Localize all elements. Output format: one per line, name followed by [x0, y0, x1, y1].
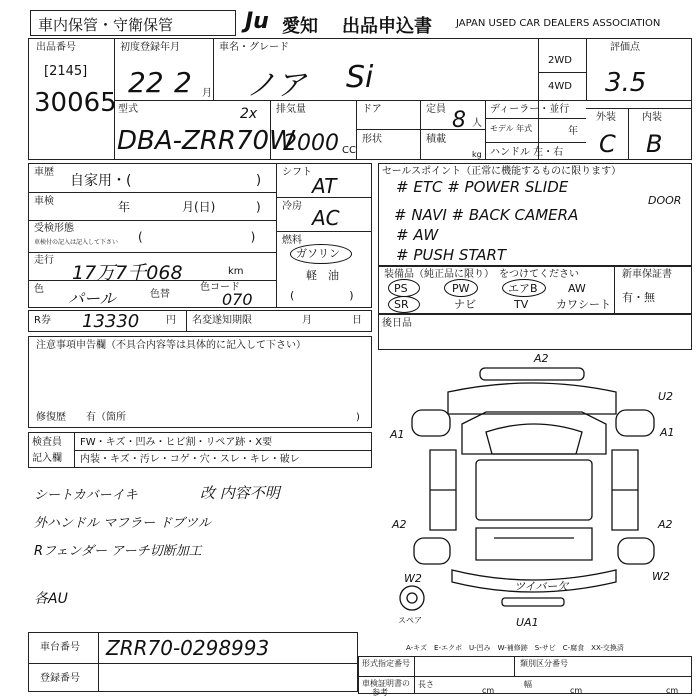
equip-tv: TV [514, 298, 529, 311]
guarantee-label: 新車保証書 [622, 269, 672, 280]
spec-cm2: cm [570, 686, 583, 695]
spec-l1: 形式指定番号 [362, 659, 410, 668]
color-value: パール [68, 289, 116, 308]
ju-logo: Ju [245, 9, 269, 34]
equip-sr: SR [394, 298, 409, 311]
region-label: 愛知 [282, 16, 318, 37]
lot-label: 出品番号 [36, 42, 76, 53]
capacity-unit: 人 [472, 118, 482, 129]
chassis-value: ZRR70-0298993 [106, 636, 270, 660]
displacement-unit: CC [342, 145, 356, 156]
sales-point-1: # ETC # POWER SLIDE [396, 178, 569, 196]
association-label: JAPAN USED CAR DEALERS ASSOCIATION [456, 18, 661, 29]
capacity-kg: kg [472, 150, 482, 159]
inspector-label: 検査員 [32, 437, 62, 448]
inspection-month: 月(日) [182, 200, 216, 214]
color-change: 色替 [150, 289, 170, 300]
capacity-label: 定員 [426, 104, 446, 115]
history-value: 自家用・( [70, 173, 132, 189]
inspector-row2: 内装・キズ・汚レ・コゲ・穴・スレ・キレ・破レ [80, 454, 300, 465]
color-label: 色 [34, 284, 44, 295]
equip-airbag: エアB [508, 282, 538, 295]
spec-cm3: cm [666, 686, 679, 695]
diagram-mark-a1-right: A1 [660, 426, 675, 439]
lot-session: [2145] [44, 64, 88, 79]
equip-leather: カワシート [556, 298, 611, 311]
fuel-diesel: 軽 油 [306, 269, 339, 282]
diagram-mark-a2-top: A2 [534, 352, 549, 365]
score-ext-label: 外装 [596, 112, 616, 123]
door-shape: 形状 [362, 134, 382, 145]
aircon-label: 冷房 [282, 201, 302, 212]
spec-cm1-label: 長さ [418, 680, 434, 689]
receipt-note: 車検付の記入は記入して下さい [34, 239, 119, 246]
deadline-label: 名変遂知期限 [192, 315, 252, 326]
registration-unit: 月 [202, 88, 212, 99]
inspector-row1: FW・キズ・凹み・ヒビ割・リペア跡・X要 [80, 437, 273, 448]
repair-close: ) [356, 412, 360, 423]
type-label: 型式 [118, 104, 138, 115]
score-ext: C [599, 130, 616, 158]
after-market-box [378, 314, 692, 350]
diagram-mark-a2-left: A2 [392, 518, 407, 531]
type-note: 2x [240, 106, 258, 122]
chassis-label: 車台番号 [40, 642, 80, 653]
diagram-mark-tsuibar: ツイバー欠 [514, 580, 569, 593]
type-value: DBA-ZRR70W [117, 126, 295, 156]
equip-aw: AW [568, 282, 586, 295]
spec-l4: 参考 [372, 688, 388, 697]
spec-l2: 類別区分番号 [520, 659, 568, 668]
sales-point-5: # PUSH START [396, 246, 507, 264]
registration-year: 22 [128, 66, 164, 99]
dealer-handle: ハンドル 左・右 [490, 147, 564, 158]
equip-pw-circle [444, 279, 478, 297]
sales-points-label: セールスポイント（正常に機能するものに限ります） [382, 166, 622, 177]
inspector-fill-label: 記入欄 [32, 453, 62, 464]
aircon-value: AC [312, 206, 340, 230]
fuel-label: 燃料 [282, 235, 302, 246]
note-5: 各AU [34, 591, 68, 607]
equip-ps-circle [388, 279, 420, 297]
receipt-paren: ( ) [138, 230, 256, 244]
model-name: ノア [246, 68, 306, 103]
equipment-label: 装備品（純正品に限り） をつけてください [384, 269, 579, 280]
color-code-label: 色コード [200, 282, 240, 293]
diagram-legend: A-キズ E-エクボ U-凹み W-補修跡 S-サビ C-腐食 XX-交換済 [406, 644, 624, 652]
recycle-label: R券 [34, 315, 51, 326]
diagram-mark-a2-right: A2 [658, 518, 673, 531]
plate-label: 登録番号 [40, 673, 80, 684]
registration-label: 初度登録年月 [120, 42, 180, 53]
mileage-label: 走行 [34, 255, 54, 266]
history-close: ) [256, 173, 262, 188]
sales-point-2: DOOR [648, 194, 682, 207]
history-label: 車歴 [34, 167, 54, 178]
note-3: 外ハンドル マフラー ドブツル [34, 516, 211, 531]
lot-number: 30065 [34, 88, 117, 118]
note-4: Rフェンダー アーチ切断加工 [34, 544, 202, 559]
equip-navi: ナビ [454, 298, 476, 311]
dealer-nen: 年 [568, 126, 578, 137]
spec-cm1: cm [482, 686, 495, 695]
door-label: ドア [362, 104, 382, 115]
shift-value: AT [312, 174, 337, 198]
fuel-gasoline: ガソリン [296, 247, 340, 260]
recycle-value: 13330 [82, 311, 140, 332]
drive-2wd: 2WD [548, 55, 572, 66]
model-grade: Si [346, 60, 374, 95]
inspection-paren: ) [256, 200, 261, 214]
spec-l3: 車検証明書の [362, 679, 410, 688]
registration-month: 2 [174, 66, 192, 99]
diagram-mark-ua1: UA1 [516, 616, 539, 629]
deadline-month: 月 [302, 315, 312, 326]
note-2: 改 内容不明 [200, 484, 280, 502]
after-market-label: 後日品 [382, 318, 412, 329]
diagram-spare: スペア [398, 616, 422, 625]
score-value: 3.5 [605, 68, 647, 98]
displacement-label: 排気量 [276, 104, 306, 115]
recycle-yen: 円 [166, 315, 176, 326]
inspection-year: 年 [118, 200, 131, 214]
car-damage-diagram [376, 350, 692, 632]
score-int-label: 内装 [642, 112, 662, 123]
spec-cm2-label: 幅 [524, 680, 532, 689]
drive-4wd: 4WD [548, 81, 572, 92]
sales-point-3: # NAVI # BACK CAMERA [394, 206, 579, 224]
diagram-mark-u2: U2 [658, 390, 674, 403]
receipt-label: 受検形態 [34, 223, 74, 234]
guarantee-opts: 有・無 [622, 291, 655, 304]
note-1: シートカバーイキ [34, 488, 138, 503]
storage-label: 車内保管・守衛保管 [38, 16, 174, 34]
score-int: B [646, 130, 663, 158]
equip-ps: PS [394, 282, 408, 295]
deadline-day: 日 [352, 315, 362, 326]
fuel-paren: ( ) [290, 289, 354, 302]
color-code: 070 [222, 290, 253, 309]
capacity-value: 8 [452, 108, 466, 133]
diagram-mark-w2-right: W2 [652, 570, 670, 583]
score-label: 評価点 [610, 42, 640, 53]
capacity-load: 積載 [426, 134, 446, 145]
equip-airbag-circle [502, 279, 546, 297]
model-label: 車名・グレード [219, 42, 289, 53]
equip-sr-circle [388, 296, 420, 313]
form-title: 出品申込書 [342, 16, 432, 37]
repair-label: 修復歴 有（箇所 [36, 412, 126, 423]
displacement-value: 2000 [283, 131, 339, 156]
diagram-mark-w2-left: W2 [404, 572, 422, 585]
dealer-label: ディーラー・並行 [490, 104, 570, 115]
equip-pw: PW [452, 282, 470, 295]
mileage-value: 17万7千068 [72, 262, 183, 284]
dealer-model-year: モデル 年式 [490, 124, 533, 133]
shift-label: シフト [282, 167, 312, 178]
sales-point-4: # AW [396, 226, 439, 244]
notes-label: 注意事項申告欄（不具合内容等は具体的に記入して下さい） [36, 340, 306, 351]
mileage-unit: km [228, 266, 244, 277]
diagram-mark-a1-left: A1 [390, 428, 405, 441]
inspection-label: 車検 [34, 196, 54, 207]
